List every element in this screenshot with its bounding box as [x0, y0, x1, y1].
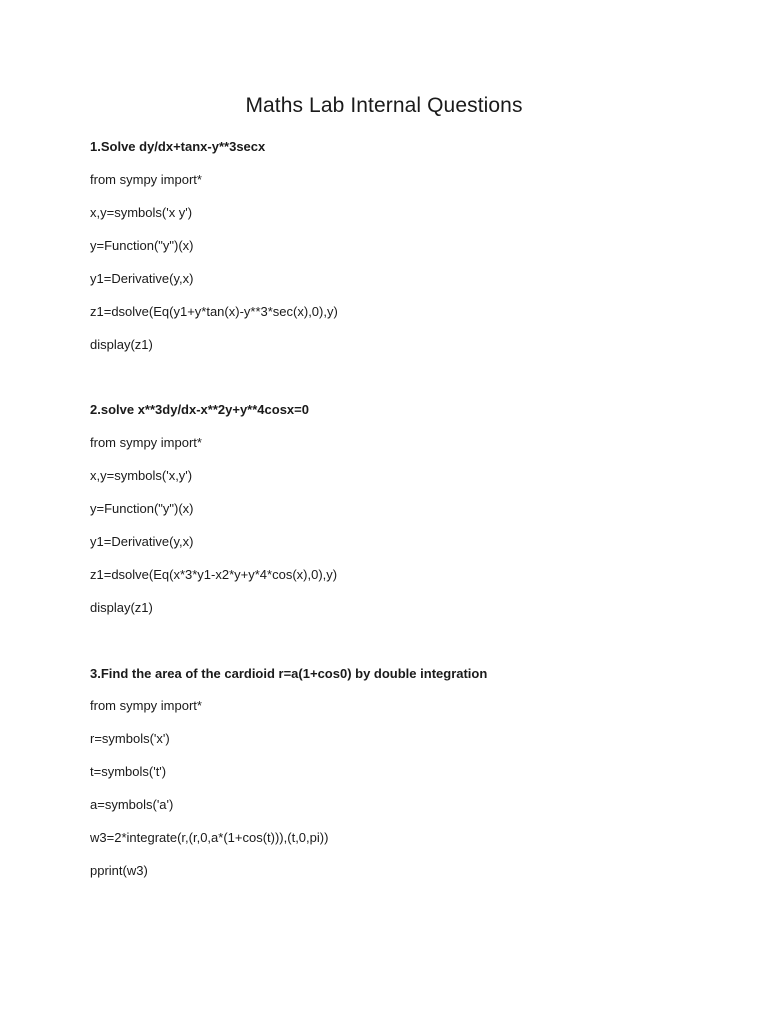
code-line: pprint(w3) — [90, 863, 148, 878]
code-line: t=symbols('t') — [90, 764, 167, 779]
code-line: from sympy import* — [90, 172, 202, 187]
code-line: display(z1) — [90, 337, 153, 352]
question-1-heading: 1.Solve dy/dx+tanx-y**3secx — [90, 139, 266, 154]
code-line: from sympy import* — [90, 698, 202, 713]
code-line: from sympy import* — [90, 435, 202, 450]
question-3-heading: 3.Find the area of the cardioid r=a(1+cos0) by double integration — [90, 666, 488, 681]
code-line: x,y=symbols('x,y') — [90, 468, 193, 483]
code-line: y=Function("y")(x) — [90, 238, 194, 253]
page-title: Maths Lab Internal Questions — [245, 94, 523, 117]
code-line: display(z1) — [90, 600, 153, 615]
code-line: r=symbols('x') — [90, 731, 170, 746]
code-line: y=Function("y")(x) — [90, 501, 194, 516]
code-line: y1=Derivative(y,x) — [90, 534, 194, 549]
code-line: z1=dsolve(Eq(y1+y*tan(x)-y**3*sec(x),0),y) — [90, 304, 338, 319]
code-line: a=symbols('a') — [90, 797, 174, 812]
code-line: y1=Derivative(y,x) — [90, 271, 194, 286]
code-line: w3=2*integrate(r,(r,0,a*(1+cos(t))),(t,0,pi)) — [90, 830, 329, 845]
code-line: x,y=symbols('x y') — [90, 205, 193, 220]
code-line: z1=dsolve(Eq(x*3*y1-x2*y+y*4*cos(x),0),y) — [90, 567, 338, 582]
question-2-heading: 2.solve x**3dy/dx-x**2y+y**4cosx=0 — [90, 402, 309, 417]
